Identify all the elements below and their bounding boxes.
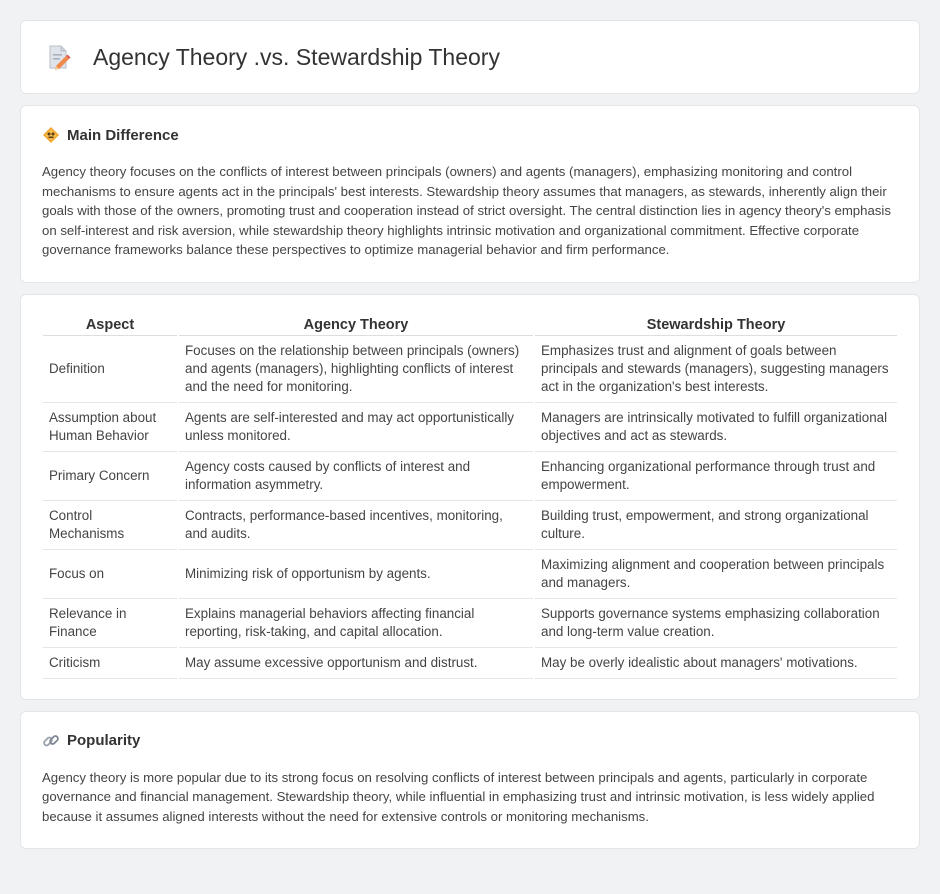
agency-cell: May assume excessive opportunism and distrust. <box>179 648 533 679</box>
main-difference-title: Main Difference <box>67 126 179 144</box>
table-row <box>43 550 897 599</box>
table-header-row <box>43 315 897 336</box>
header-aspect: Aspect <box>43 315 177 336</box>
aspect-cell: Primary Concern <box>43 452 177 501</box>
stewardship-cell: Emphasizes trust and alignment of goals between principals and stewards (managers), suggesting managers act in the organization's best interests. <box>535 336 897 403</box>
comparison-table <box>41 315 899 679</box>
page-title: Agency Theory .vs. Stewardship Theory <box>93 43 500 70</box>
agency-cell: Contracts, performance-based incentives, monitoring, and audits. <box>179 501 533 550</box>
main-difference-card <box>20 105 920 283</box>
table-row <box>43 403 897 452</box>
diamond-sign-icon <box>42 126 60 144</box>
popularity-text: Agency theory is more popular due to its strong focus on resolving conflicts of interest between principals and agents, particularly in corporate governance and financial management. Stewardship theory, while influential in emphasizing trust and intrinsic motivation, is less widely applied because it assumes aligned interests without the need for extensive controls or monitoring mechanisms. <box>42 769 875 824</box>
title-card <box>20 20 920 94</box>
header-stewardship-theory: Stewardship Theory <box>535 315 897 336</box>
stewardship-cell: Maximizing alignment and cooperation between principals and managers. <box>535 550 897 599</box>
header-agency-theory: Agency Theory <box>179 315 533 336</box>
table-row <box>43 336 897 403</box>
agency-cell: Explains managerial behaviors affecting financial reporting, risk-taking, and capital allocation. <box>179 599 533 648</box>
table-row <box>43 648 897 679</box>
agency-cell: Minimizing risk of opportunism by agents. <box>179 550 533 599</box>
table-row <box>43 452 897 501</box>
stewardship-cell: Managers are intrinsically motivated to fulfill organizational objectives and act as stewards. <box>535 403 897 452</box>
main-difference-text: Agency theory focuses on the conflicts of interest between principals (owners) and agents (managers), emphasizing monitoring and control mechanisms to ensure agents act in the principals' best interests. Stewardship theory assumes that managers, as stewards, inherently align their goals with those of the owners, promoting trust and cooperation instead of strict oversight. The central distinction lies in agency theory's emphasis on self-interest and risk aversion, while stewardship theory highlights intrinsic motivation and organizational commitment. Effective corporate governance frameworks balance these perspectives to optimize managerial behavior and firm performance. <box>42 164 891 257</box>
main-difference-heading <box>42 126 899 144</box>
stewardship-cell: Supports governance systems emphasizing collaboration and long-term value creation. <box>535 599 897 648</box>
agency-cell: Agents are self-interested and may act opportunistically unless monitored. <box>179 403 533 452</box>
table-row <box>43 599 897 648</box>
popularity-title: Popularity <box>67 732 141 749</box>
document-pencil-icon <box>47 44 71 70</box>
stewardship-cell: May be overly idealistic about managers' motivations. <box>535 648 897 679</box>
aspect-cell: Assumption about Human Behavior <box>43 403 177 452</box>
aspect-cell: Criticism <box>43 648 177 679</box>
stewardship-cell: Building trust, empowerment, and strong organizational culture. <box>535 501 897 550</box>
table-row <box>43 501 897 550</box>
aspect-cell: Focus on <box>43 550 177 599</box>
link-icon <box>42 732 60 750</box>
aspect-cell: Control Mechanisms <box>43 501 177 550</box>
aspect-cell: Definition <box>43 336 177 403</box>
stewardship-cell: Enhancing organizational performance through trust and empowerment. <box>535 452 897 501</box>
aspect-cell: Relevance in Finance <box>43 599 177 648</box>
popularity-heading <box>42 732 899 750</box>
popularity-card <box>20 711 920 850</box>
agency-cell: Focuses on the relationship between principals (owners) and agents (managers), highlighting conflicts of interest and the need for monitoring. <box>179 336 533 403</box>
comparison-card <box>20 294 920 700</box>
agency-cell: Agency costs caused by conflicts of interest and information asymmetry. <box>179 452 533 501</box>
